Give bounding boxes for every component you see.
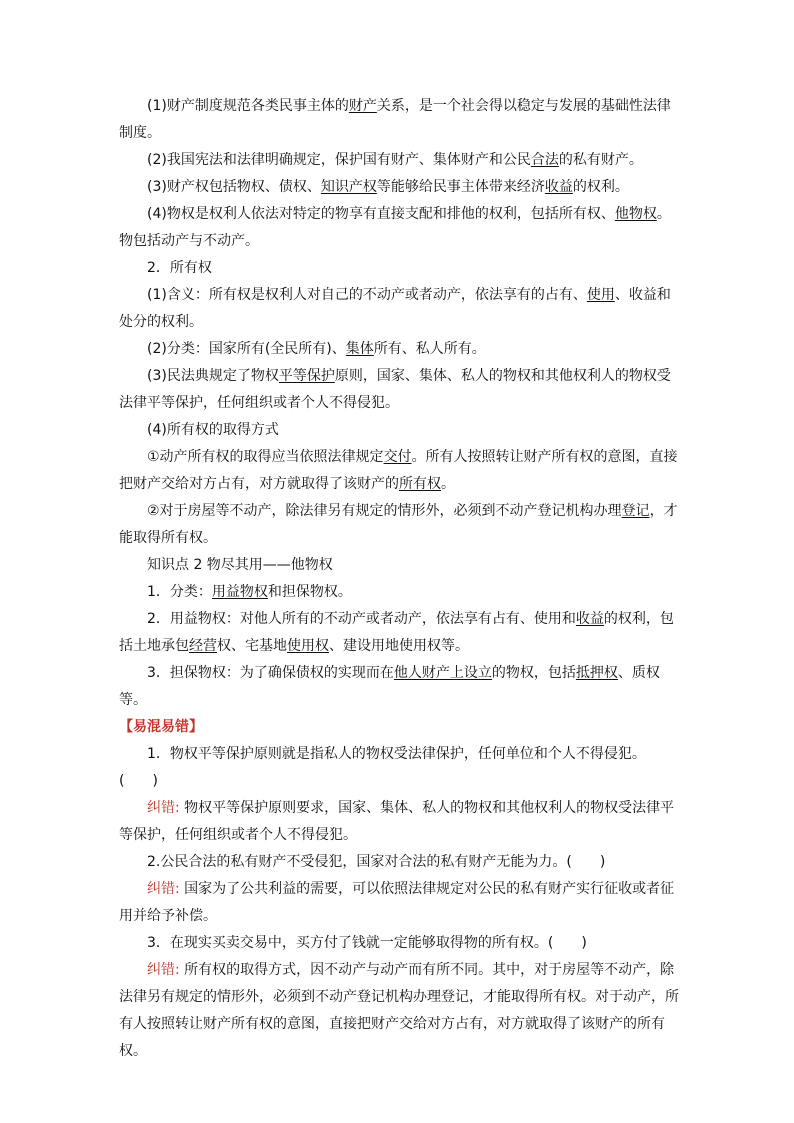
text-segment: 的私有财产。 [558, 152, 643, 168]
text-segment: 。物包括动产与不动产。 [119, 206, 671, 249]
correction-label: 纠错: [147, 881, 180, 897]
text-segment: (1)含义：所有权是权利人对自己的不动产或者动产，依法享有的占有、 [147, 287, 587, 303]
text-segment: 和担保物权。 [267, 584, 352, 600]
text-segment: 2．所有权 [147, 260, 212, 276]
underlined-term: 收益 [544, 179, 573, 195]
text-segment: ①动产所有权的取得应当依照法律规定 [147, 449, 384, 465]
text-segment: (4)物权是权利人依法对特定的物享有直接支配和排他的权利，包括所有权、 [147, 206, 615, 222]
text-segment: 关系，是一个社会得以稳定与发展的基础性法律制度。 [119, 98, 671, 141]
text-segment: (3)财产权包括物权、债权、 [147, 179, 321, 195]
document-body [119, 93, 679, 1065]
text-segment: 的物权，包括 [491, 665, 576, 681]
text-segment: 【易混易错】 [119, 719, 203, 735]
para-2-2 [119, 336, 679, 363]
para-q1 [119, 741, 679, 795]
para-kp2-3 [119, 660, 679, 714]
underlined-term: 交付 [383, 449, 412, 465]
text-segment: 、收益和处分的权利。 [119, 287, 671, 330]
underlined-term: 使用权 [287, 638, 329, 654]
correction-label: 纠错: [147, 800, 180, 816]
text-segment: 所有、私人所有。 [373, 341, 486, 357]
text-segment: 的权利，包括土地承包 [119, 611, 674, 654]
para-2-4 [119, 417, 679, 444]
text-segment: 。 [441, 476, 455, 492]
underlined-term: 平等保护 [278, 368, 335, 384]
text-segment: 2.公民合法的私有财产不受侵犯，国家对合法的私有财产无能为力。( ) [147, 854, 606, 870]
underlined-term: 集体 [345, 341, 374, 357]
text-segment: 知识点 2 物尽其用——他物权 [147, 557, 333, 573]
text-segment: 1．物权平等保护原则就是指私人的物权受法律保护，任何单位和个人不得侵犯。( ) [119, 746, 646, 789]
text-segment: (3)民法典规定了物权 [147, 368, 279, 384]
text-segment: 。所有人按照转让财产所有权的意图，直接把财产交给对方占有，对方就取得了该财产的 [119, 449, 678, 492]
text-segment: 原则，国家、集体、私人的物权和其他权利人的物权受法律平等保护，任何组织或者个人不得侵犯。 [119, 368, 671, 411]
para-kp2-2 [119, 606, 679, 660]
para-1-4 [119, 201, 679, 255]
section-title-confusion [119, 714, 679, 741]
text-segment: ，才能取得所有权。 [119, 503, 678, 546]
para-kp2-title [119, 552, 679, 579]
para-a3 [119, 957, 679, 1065]
text-segment: 所有权的取得方式，因不动产与动产而有所不同。其中，对于房屋等不动产，除法律另有规定的情形外，必须到不动产登记机构办理登记，才能取得所有权。对于动产，所有人按照转让财产所有权的意图，直接把财产交给对方占有，对方就取得了该财产的所有权。 [119, 962, 679, 1059]
text-segment: 物权平等保护原则要求，国家、集体、私人的物权和其他权利人的物权受法律平等保护，任何组织或者个人不得侵犯。 [119, 800, 675, 843]
text-segment: 权、宅基地 [217, 638, 287, 654]
text-segment: 2．用益物权：对他人所有的不动产或者动产，依法享有占有、使用和 [147, 611, 576, 627]
text-segment: 的权利。 [572, 179, 629, 195]
text-segment: 3．担保物权：为了确保债权的实现而在 [147, 665, 394, 681]
text-segment: ②对于房屋等不动产，除法律另有规定的情形外，必须到不动产登记机构办理 [147, 503, 622, 519]
para-2-4-1 [119, 444, 679, 498]
text-segment: 等能够给民事主体带来经济 [376, 179, 545, 195]
text-segment: (4)所有权的取得方式 [147, 422, 279, 438]
text-segment: (2)分类：国家所有(全民所有)、 [147, 341, 346, 357]
underlined-term: 收益 [575, 611, 604, 627]
underlined-term: 所有权 [399, 476, 441, 492]
para-2-1 [119, 282, 679, 336]
text-segment: 3．在现实买卖交易中，买方付了钱就一定能够取得物的所有权。( ) [147, 935, 587, 951]
underlined-term: 他人财产上设立 [393, 665, 492, 681]
correction-label: 纠错: [147, 962, 180, 978]
text-segment: 、质权等。 [119, 665, 660, 708]
para-q2 [119, 849, 679, 876]
underlined-term: 知识产权 [320, 179, 377, 195]
para-1-2 [119, 147, 679, 174]
para-1-3 [119, 174, 679, 201]
para-q3 [119, 930, 679, 957]
para-kp2-1 [119, 579, 679, 606]
text-segment: (1)财产制度规范各类民事主体的 [147, 98, 349, 114]
text-segment: 、建设用地使用权等。 [329, 638, 469, 654]
underlined-term: 经营 [189, 638, 217, 654]
para-2-3 [119, 363, 679, 417]
para-2-title [119, 255, 679, 282]
underlined-term: 合法 [530, 152, 559, 168]
underlined-term: 使用 [586, 287, 615, 303]
underlined-term: 抵押权 [575, 665, 618, 681]
underlined-term: 财产 [348, 98, 377, 114]
para-a1 [119, 795, 679, 849]
underlined-term: 用益物权 [211, 584, 268, 600]
underlined-term: 他物权 [614, 206, 657, 222]
text-segment: 1．分类： [147, 584, 212, 600]
text-segment: (2)我国宪法和法律明确规定，保护国有财产、集体财产和公民 [147, 152, 531, 168]
para-2-4-2 [119, 498, 679, 552]
para-1-1 [119, 93, 679, 147]
underlined-term: 登记 [621, 503, 650, 519]
text-segment: 国家为了公共利益的需要，可以依照法律规定对公民的私有财产实行征收或者征用并给予补偿。 [119, 881, 675, 924]
para-a2 [119, 876, 679, 930]
